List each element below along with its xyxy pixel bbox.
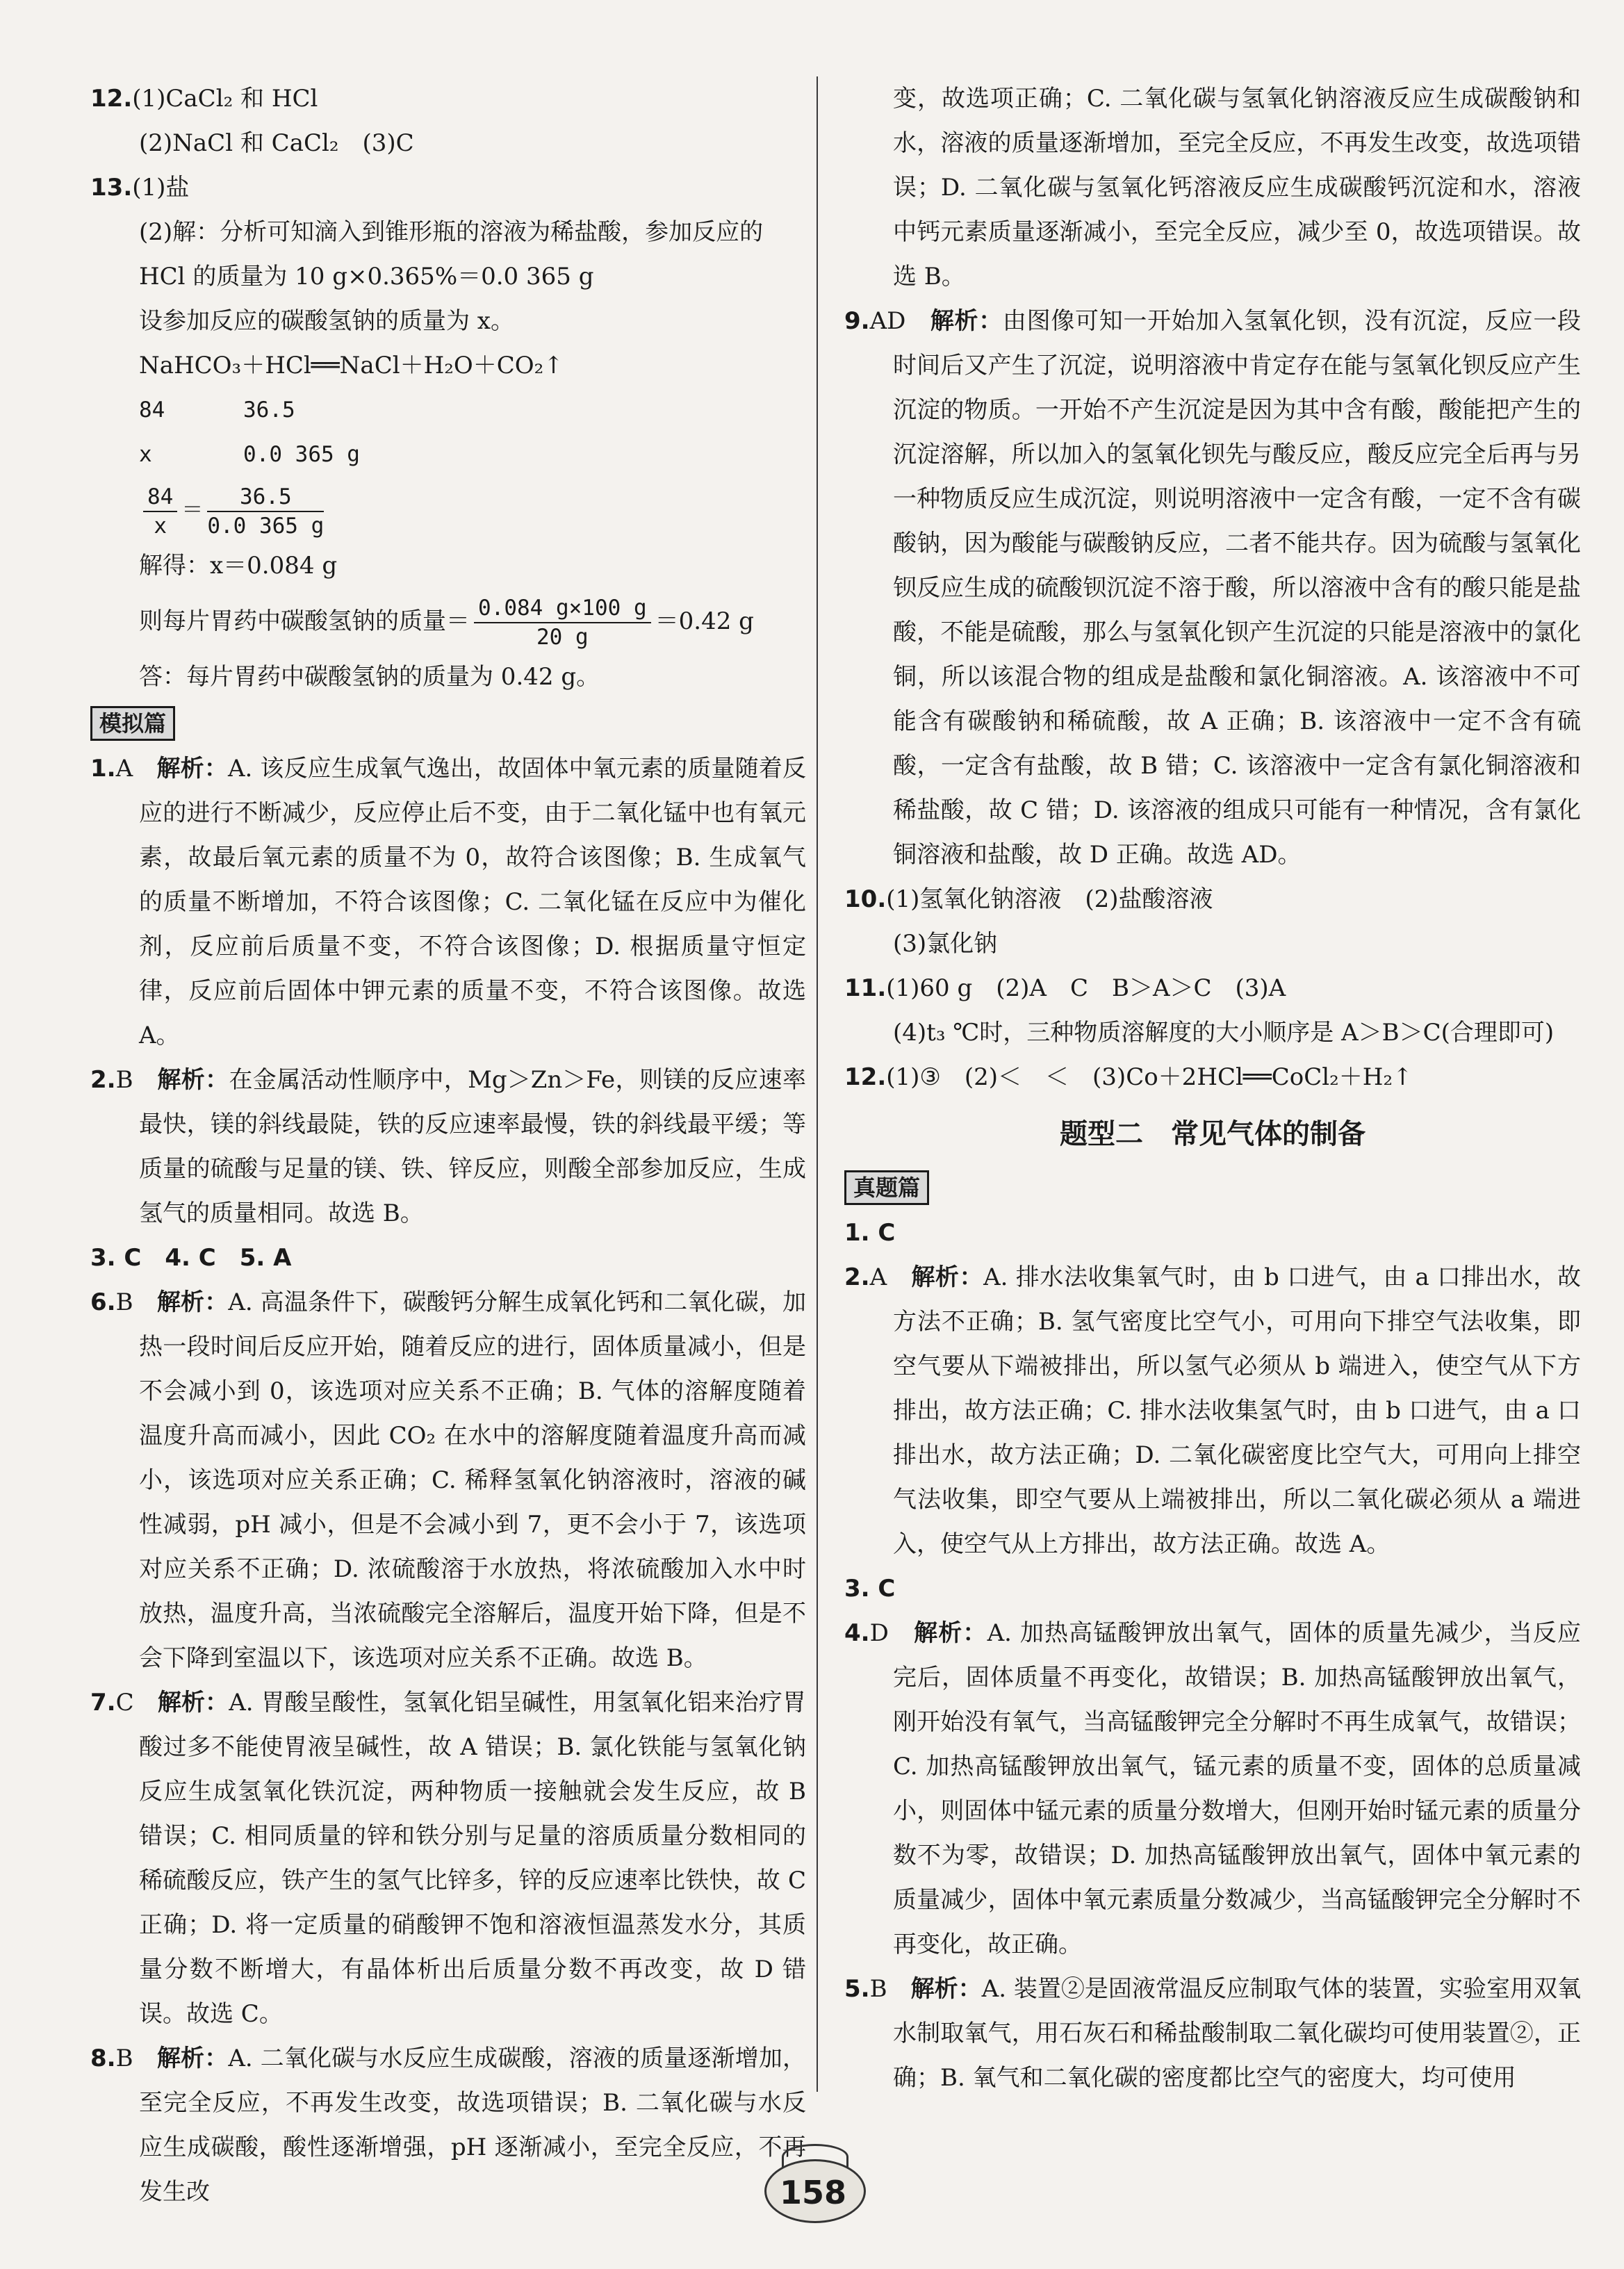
m345-item: 3. C 4. C 5. A bbox=[90, 1244, 292, 1272]
q13-answer: 答：每片胃药中碳酸氢钠的质量为 0.42 g。 bbox=[139, 663, 600, 691]
q13-line3: HCl 的质量为 10 g×0.365%＝0.0 365 g bbox=[139, 263, 594, 290]
q13-ratio-row1: 84 36.5 bbox=[139, 398, 295, 423]
q13-line4: 设参加反应的碳酸氢钠的质量为 x。 bbox=[139, 307, 514, 335]
q13-line1: 13.(1)盐 bbox=[90, 174, 190, 202]
q13-mass: 则每片胃药中碳酸氢钠的质量＝ $\frac{0.084 g\times 100 g}{20 g}$ ＝0.42 g bbox=[139, 596, 754, 650]
q13-line2: (2)解：分析可知滴入到锥形瓶的溶液为稀盐酸，参加反应的 bbox=[139, 218, 764, 246]
section-tag-real: 真题篇 bbox=[844, 1170, 929, 1205]
r3-item: 3. C bbox=[844, 1575, 896, 1603]
page-number-badge bbox=[751, 2144, 876, 2227]
m10-line1: 10.(1)氢氧化钠溶液 (2)盐酸溶液 bbox=[844, 885, 1213, 913]
right-column bbox=[844, 76, 1581, 2100]
q13-equation: NaHCO₃＋HCl══NaCl＋H₂O＋CO₂↑ bbox=[139, 352, 564, 379]
column-divider bbox=[817, 76, 818, 2092]
r2-item: 2.A 解析：A. 排水法收集氧气时，由 b 口进气，由 a 口排出水，故方法不正确；B. 氢气密度比空气小，可用向下排空气法收集，即空气要从下端被排出，所以氢气必须从 b 端进入，使空气从下方排出，故方法正确；C. 排水法收集氢气时，由 b 口进气，由 a 口排出水，故方法正确；D. 二氧化碳密度比空气大，可用向上排空气法收集，即空气要从上端被排出，所以二氧化碳必须从 a 端进入，使空气从上方排出，故方法正确。故选 A。 bbox=[844, 1263, 1582, 1558]
q12-line1: 12.(1)CaCl₂ 和 HCl bbox=[90, 85, 318, 113]
m10-line2: (3)氯化钠 bbox=[893, 930, 998, 958]
m7-item: 7.C 解析：A. 胃酸呈酸性，氢氧化铝呈碱性，用氢氧化铝来治疗胃酸过多不能使胃液呈碱性，故 A 错误；B. 氯化铁能与氢氧化钠反应生成氢氧化铁沉淀，两种物质一接触就会发生反应，故 B 错误；C. 相同质量的锌和铁分别与足量的溶质质量分数相同的稀硫酸反应，铁产生的氢气比锌多，锌的反应速率比铁快，故 C 正确；D. 将一定质量的硝酸钾不饱和溶液恒温蒸发水分，其质量分数不断增大，有晶体析出后质量分数不再改变，故 D 错误。故选 C。 bbox=[90, 1689, 807, 2028]
section-tag-simulate: 模拟篇 bbox=[90, 706, 175, 741]
left-column bbox=[90, 76, 806, 2214]
m9-item: 9.AD 解析：由图像可知一开始加入氢氧化钡，没有沉淀，反应一段时间后又产生了沉淀，说明溶液中肯定存在能与氢氧化钡反应产生沉淀的物质。一开始不产生沉淀是因为其中含有酸，酸能把产生的沉淀溶解，所以加入的氢氧化钡先与酸反应，酸反应完全后再与另一种物质反应生成沉淀，则说明溶液中一定含有酸，一定不含有碳酸钠，因为酸能与碳酸钠反应，二者不能共存。因为硫酸与氢氧化钡反应生成的硫酸钡沉淀不溶于酸，所以溶液中含有的酸只能是盐酸，不能是硫酸，那么与氢氧化钡产生沉淀的只能是溶液中的氯化铜，所以该混合物的组成是盐酸和氯化铜溶液。A. 该溶液中不可能含有碳酸钠和稀硫酸，故 A 正确；B. 该溶液中一定不含有硫酸，一定含有盐酸，故 B 错；C. 该溶液中一定含有氯化铜溶液和稀盐酸，故 C 错；D. 该溶液的组成只可能有一种情况，含有氯化铜溶液和盐酸，故 D 正确。故选 AD。 bbox=[844, 307, 1582, 869]
m1-item: 1.A 解析：A. 该反应生成氧气逸出，故固体中氧元素的质量随着反应的进行不断减少，反应停止后不变，由于二氧化锰中也有氧元素，故最后氧元素的质量不为 0，故符合该图像；B. 生成氧气的质量不断增加，不符合该图像；C. 二氧化锰在反应中为催化剂，反应前后质量不变，不符合该图像；D. 根据质量守恒定律，反应前后固体中钾元素的质量不变，不符合该图像。故选 A。 bbox=[90, 755, 807, 1049]
m8-continuation: 变，故选项正确；C. 二氧化碳与氢氧化钠溶液反应生成碳酸钠和水，溶液的质量逐渐增加，至完全反应，不再发生改变，故选项错误；D. 二氧化碳与氢氧化钙溶液反应生成碳酸钙沉淀和水，溶液中钙元素质量逐渐减小，至完全反应，减少至 0，故选项错误。故选 B。 bbox=[893, 85, 1581, 290]
page-number: 158 bbox=[779, 2174, 847, 2211]
m11-line1: 11.(1)60 g (2)A C B＞A＞C (3)A bbox=[844, 974, 1286, 1002]
m2-item: 2.B 解析：在金属活动性顺序中，Mg＞Zn＞Fe，则镁的反应速率最快，镁的斜线最陡，铁的反应速率最慢，铁的斜线最平缓；等质量的硫酸与足量的镁、铁、锌反应，则酸全部参加反应，生成氢气的质量相同。故选 B。 bbox=[90, 1066, 807, 1227]
r5-item: 5.B 解析：A. 装置②是固液常温反应制取气体的装置，实验室用双氧水制取氧气，用石灰石和稀盐酸制取二氧化碳均可使用装置②，正确；B. 氧气和二氧化碳的密度都比空气的密度大，均可使用 bbox=[844, 1975, 1582, 2092]
m12-line1: 12.(1)③ (2)＜ ＜ (3)Co＋2HCl══CoCl₂＋H₂↑ bbox=[844, 1063, 1413, 1091]
m11-line2: (4)t₃ ℃时，三种物质溶解度的大小顺序是 A＞B＞C(合理即可) bbox=[893, 1019, 1555, 1047]
q13-proportion: $\frac{84}{x}$ ＝ $\frac{36.5}{0.0 365 g}$ bbox=[90, 477, 806, 543]
m6-item: 6.B 解析：A. 高温条件下，碳酸钙分解生成氧化钙和二氧化碳，加热一段时间后反应开始，随着反应的进行，固体质量减小，但是不会减小到 0，该选项对应关系不正确；B. 气体的溶解度随着温度升高而减小，因此 CO₂ 在水中的溶解度随着温度升高而减小，该选项对应关系正确；C. 稀释氢氧化钠溶液时，溶液的碱性减弱，pH 减小，但是不会减小到 7，更不会小于 7，该选项对应关系不正确；D. 浓硫酸溶于水放热，将浓硫酸加入水中时放热，温度升高，当浓硫酸完全溶解后，温度开始下降，但是不会下降到室温以下，该选项对应关系不正确。故选 B。 bbox=[90, 1288, 807, 1672]
fraction-right: $\frac{36.5}{0.0 365 g}$ bbox=[207, 484, 325, 539]
q12-line2: (2)NaCl 和 CaCl₂ (3)C bbox=[139, 129, 414, 157]
r1-item: 1. C bbox=[844, 1219, 896, 1247]
fraction-left: $\frac{84}{x}$ bbox=[143, 483, 177, 540]
m8-item: 8.B 解析：A. 二氧化碳与水反应生成碳酸，溶液的质量逐渐增加，至完全反应，不再发生改变，故选项错误；B. 二氧化碳与水反应生成碳酸，酸性逐渐增强，pH 逐渐减小，至完全反应，不再发生改 bbox=[90, 2045, 807, 2206]
q13-solve: 解得：x＝0.084 g bbox=[139, 552, 338, 580]
section-heading: 题型二 常见气体的制备 bbox=[1060, 1118, 1365, 1150]
q13-ratio-row2: x 0.0 365 g bbox=[139, 442, 360, 467]
r4-item: 4.D 解析：A. 加热高锰酸钾放出氧气，固体的质量先减少，当反应完后，固体质量不再变化，故错误；B. 加热高锰酸钾放出氧气，刚开始没有氧气，当高锰酸钾完全分解时不再生成氧气，故错误；C. 加热高锰酸钾放出氧气，锰元素的质量不变，固体的总质量减小，则固体中锰元素的质量分数增大，但刚开始时锰元素的质量分数不为零，故错误；D. 加热高锰酸钾放出氧气，固体中氧元素的质量减少，固体中氧元素质量分数减少，当高锰酸钾完全分解时不再变化，故正确。 bbox=[844, 1619, 1582, 1958]
fraction-mass: $\frac{0.084 g\times 100 g}{20 g}$ bbox=[474, 594, 651, 651]
